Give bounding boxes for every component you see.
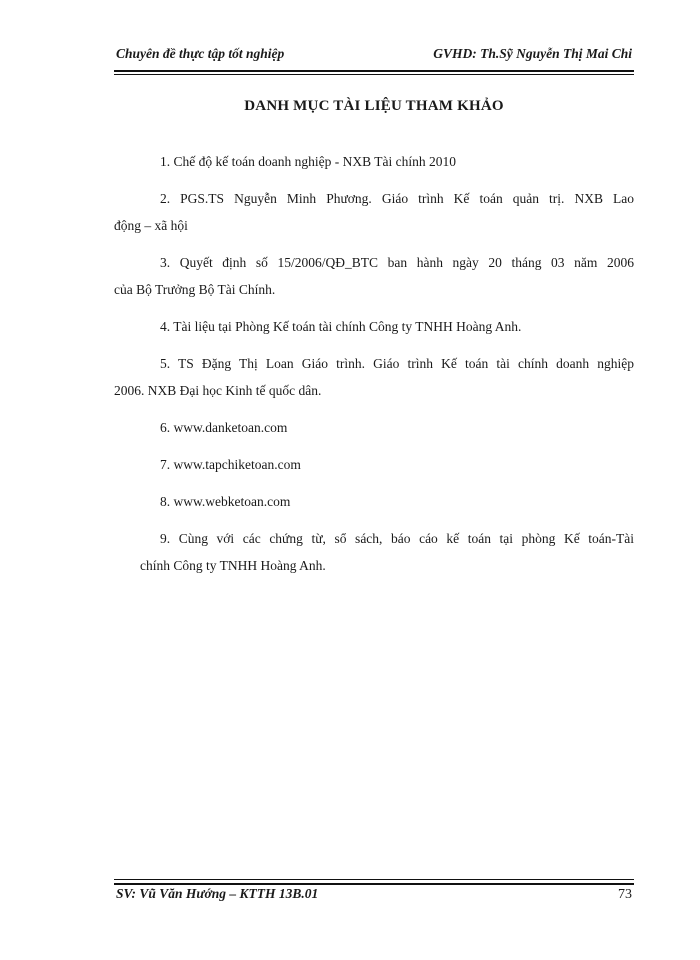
reference-text-continued: động – xã hội [114,218,188,233]
reference-text: 9. Cùng với các chứng từ, sổ sách, báo cáo kế toán tại phòng Kế toán-Tài [160,531,634,546]
page-header [116,46,632,62]
reference-text-continued: chính Công ty TNHH Hoàng Anh. [140,558,326,573]
reference-link: 6. www.danketoan.com [160,420,288,435]
reference-item [140,451,634,478]
footer-student: SV: Vũ Văn Hướng – KTTH 13B.01 [116,886,319,901]
header-rule [114,70,634,72]
reference-text: 4. Tài liệu tại Phòng Kế toán tài chính Công ty TNHH Hoàng Anh. [160,319,522,334]
reference-item [114,249,634,303]
reference-item [140,414,634,441]
page-number: 73 [618,887,632,902]
reference-text: 1. Chế độ kế toán doanh nghiệp - NXB Tài chính 2010 [160,154,456,169]
reference-item [140,313,634,340]
reference-text: 2. PGS.TS Nguyễn Minh Phương. Giáo trình Kế toán quản trị. NXB Lao [160,191,634,206]
reference-item [140,488,634,515]
header-advisor: GVHD: Th.Sỹ Nguyễn Thị Mai Chi [433,46,632,61]
reference-item [140,525,634,579]
header-rule-thin [114,74,634,75]
footer-rule [114,883,634,885]
reference-item [140,148,634,175]
reference-text: 5. TS Đặng Thị Loan Giáo trình. Giáo trình Kế toán tài chính doanh nghiệp [160,356,634,371]
page-title: DANH MỤC TÀI LIỆU THAM KHẢO [244,98,504,114]
reference-text-continued: của Bộ Trưởng Bộ Tài Chính. [114,282,276,297]
reference-list [114,148,634,589]
reference-text-continued: 2006. NXB Đại học Kinh tế quốc dân. [114,383,322,398]
reference-text: 3. Quyết định số 15/2006/QĐ_BTC ban hành ngày 20 tháng 03 năm 2006 [160,255,634,270]
page-footer [116,886,632,903]
reference-item [114,185,634,239]
header-topic: Chuyên đề thực tập tốt nghiệp [116,46,285,61]
footer-rule-thin [114,879,634,880]
reference-link: 7. www.tapchiketoan.com [160,457,301,472]
reference-link: 8. www.webketoan.com [160,494,291,509]
reference-item [114,350,634,404]
